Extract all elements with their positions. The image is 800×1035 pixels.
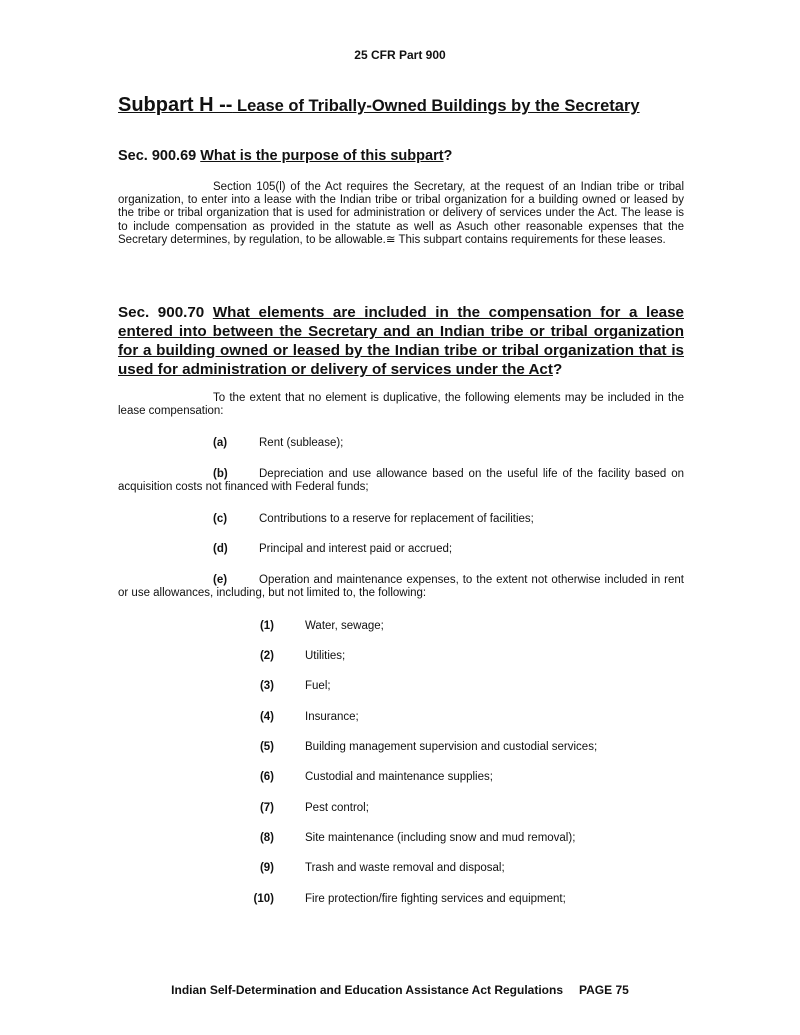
item-text: Rent (sublease);: [259, 437, 344, 449]
item-label: (b): [213, 468, 228, 480]
footer-title: Indian Self-Determination and Education Assistance Act Regulations: [171, 983, 564, 997]
page-header: 25 CFR Part 900: [354, 48, 446, 62]
sub-item-text: Fire protection/fire fighting services and equipment;: [305, 893, 566, 905]
item-label: (d): [213, 543, 228, 555]
list-item: [118, 437, 684, 450]
sub-item-number: (2): [259, 650, 274, 662]
page-footer: [0, 983, 800, 997]
sub-item-text: Pest control;: [305, 802, 369, 814]
list-item: [118, 468, 684, 494]
sub-item-text: Trash and waste removal and disposal;: [305, 862, 505, 874]
section-qmark: ?: [552, 361, 563, 378]
list-item: [118, 543, 684, 556]
sub-item-text: Insurance;: [305, 711, 359, 723]
sub-item-text: Utilities;: [305, 650, 346, 662]
page-number: PAGE 75: [579, 983, 629, 997]
section-900-70-paragraph: [118, 392, 684, 418]
item-text: Depreciation and use allowance based on the useful life of the facility based on acquisition costs not financed with Federal funds;: [118, 468, 684, 494]
sub-item-number: (9): [259, 862, 274, 874]
section-number: Sec. 900.70: [118, 304, 213, 321]
sub-item-text: Water, sewage;: [305, 620, 384, 632]
item-label: (e): [213, 574, 228, 586]
item-text: Contributions to a reserve for replacement of facilities;: [259, 513, 534, 525]
paragraph-text: To the extent that no element is duplicative, the following elements may be included in the lease compensation:: [118, 392, 684, 418]
sub-item-number: (4): [259, 711, 274, 723]
subpart-title: Lease of Tribally-Owned Buildings by the Secretary: [232, 97, 640, 115]
sub-item-number: (1): [259, 620, 274, 632]
sub-item-number: (10): [253, 893, 274, 905]
section-title: What is the purpose of this subpart: [200, 148, 444, 164]
item-text: Operation and maintenance expenses, to the extent not otherwise included in rent or use allowances, including, but not limited to, the following:: [118, 574, 684, 600]
sub-item-number: (5): [259, 741, 274, 753]
section-title: What elements are included in the compensation for a lease entered into between the Secretary and an Indian tribe or tribal organization for a building owned or leased by the Indian tribe or tribal organization that is used for administration or delivery of services under the Act: [118, 304, 684, 378]
sub-item-text: Fuel;: [305, 680, 331, 692]
item-label: (c): [213, 513, 228, 525]
sub-item-number: (3): [259, 680, 274, 692]
sub-item-number: (7): [259, 802, 274, 814]
item-label: (a): [213, 437, 228, 449]
list-item: [118, 574, 684, 600]
paragraph-text: Section 105(l) of the Act requires the Secretary, at the request of an Indian tribe or tribal organization, to enter into a lease with the Indian tribe or tribal organization for a building owned or leased by the tribe or tribal organization that is used for administration or delivery of services under the Act. The lease is to include compensation as provided in the statute as well as Asuch other reasonable expenses that the Secretary determines, by regulation, to be allowable.≅ This subpart contains requirements for these leases.: [118, 181, 684, 246]
subpart-label: Subpart H --: [118, 94, 233, 116]
section-900-70-heading: [118, 303, 684, 379]
section-900-69-paragraph: [118, 181, 684, 247]
item-text: Principal and interest paid or accrued;: [259, 543, 453, 555]
list-item: [118, 513, 684, 526]
section-900-69-heading: [118, 148, 684, 164]
sub-item-text: Building management supervision and custodial services;: [305, 741, 598, 753]
sub-item-text: Site maintenance (including snow and mud removal);: [305, 832, 576, 844]
section-qmark: ?: [443, 148, 453, 164]
sub-item-number: (6): [259, 771, 274, 783]
section-number: Sec. 900.69: [118, 148, 201, 164]
sub-item-number: (8): [259, 832, 274, 844]
sub-item-text: Custodial and maintenance supplies;: [305, 771, 493, 783]
subpart-heading: [118, 94, 684, 117]
